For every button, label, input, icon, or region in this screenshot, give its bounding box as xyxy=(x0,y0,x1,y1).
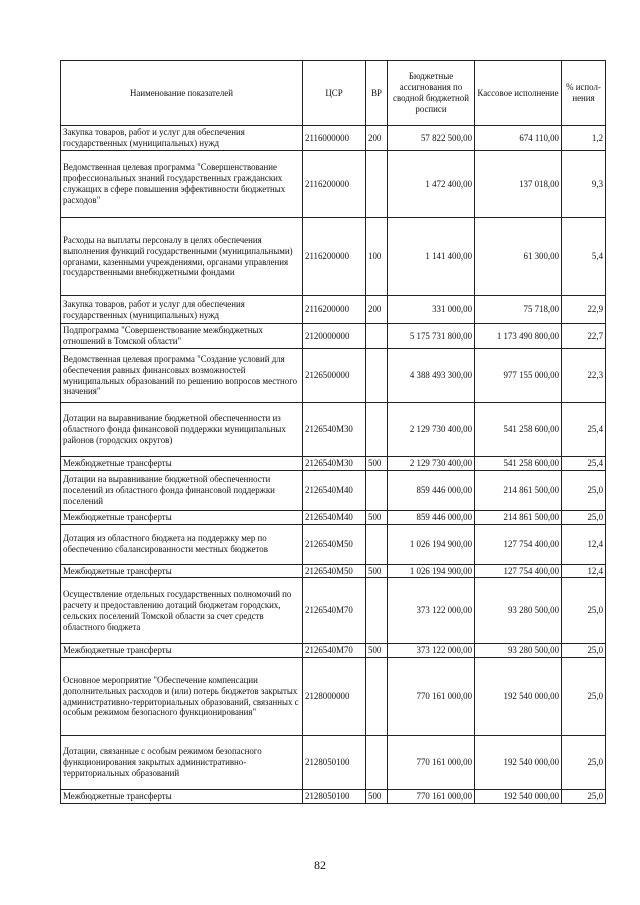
row-csr: 2126540М50 xyxy=(303,564,366,578)
row-cash: 61 300,00 xyxy=(475,218,562,296)
row-assigned: 1 026 194 900,00 xyxy=(388,564,475,578)
table-row xyxy=(61,564,606,578)
row-csr: 2126540М50 xyxy=(303,524,366,564)
row-name: Межбюджетные трансферты xyxy=(61,510,303,524)
table-row xyxy=(61,736,606,790)
row-name: Межбюджетные трансферты xyxy=(61,457,303,471)
row-cash: 1 173 490 800,00 xyxy=(475,324,562,349)
row-vr xyxy=(366,578,388,644)
row-percent: 25,0 xyxy=(562,790,606,804)
table-row xyxy=(61,218,606,296)
table-row xyxy=(61,296,606,324)
row-percent: 12,4 xyxy=(562,524,606,564)
row-percent: 22,7 xyxy=(562,324,606,349)
row-name: Дотации на выравнивание бюджетной обеспеченности из областного фонда финансовой поддержки муниципальных районов (городских округов) xyxy=(61,403,303,457)
row-percent: 25,4 xyxy=(562,403,606,457)
table-row xyxy=(61,126,606,151)
page-number: 82 xyxy=(314,858,326,872)
table-row xyxy=(61,349,606,403)
row-vr xyxy=(366,736,388,790)
row-assigned: 4 388 493 300,00 xyxy=(388,349,475,403)
row-assigned: 859 446 000,00 xyxy=(388,470,475,510)
row-cash: 93 280 500,00 xyxy=(475,644,562,658)
row-assigned: 5 175 731 800,00 xyxy=(388,324,475,349)
row-percent: 1,2 xyxy=(562,126,606,151)
row-csr: 2116200000 xyxy=(303,151,366,218)
row-assigned: 373 122 000,00 xyxy=(388,578,475,644)
row-vr xyxy=(366,524,388,564)
row-name: Подпрограмма "Совершенствование межбюджетных отношений в Томской области" xyxy=(61,324,303,349)
row-cash: 214 861 500,00 xyxy=(475,470,562,510)
row-vr xyxy=(366,324,388,349)
row-vr: 200 xyxy=(366,296,388,324)
table-row xyxy=(61,151,606,218)
row-name: Закупка товаров, работ и услуг для обеспечения государственных (муниципальных) нужд xyxy=(61,126,303,151)
row-vr xyxy=(366,403,388,457)
row-assigned: 1 026 194 900,00 xyxy=(388,524,475,564)
table-row xyxy=(61,470,606,510)
row-assigned: 770 161 000,00 xyxy=(388,658,475,736)
row-vr: 500 xyxy=(366,510,388,524)
row-assigned: 1 472 400,00 xyxy=(388,151,475,218)
header-name: Наименование показателей xyxy=(61,61,303,126)
row-percent: 25,0 xyxy=(562,658,606,736)
row-vr xyxy=(366,658,388,736)
header-percent: % испол-нения xyxy=(562,61,606,126)
header-assigned: Бюджетные ассигнования по сводной бюджетной росписи xyxy=(388,61,475,126)
table-row xyxy=(61,457,606,471)
row-name: Осуществление отдельных государственных полномочий по расчету и предоставлению дотаций бюджетам городских, сельских поселений Томской области за счет средств областного бюджета xyxy=(61,578,303,644)
row-cash: 541 258 600,00 xyxy=(475,403,562,457)
row-name: Дотации, связанные с особым режимом безопасного функционирования закрытых административно-территориальных образований xyxy=(61,736,303,790)
row-cash: 977 155 000,00 xyxy=(475,349,562,403)
row-cash: 93 280 500,00 xyxy=(475,578,562,644)
row-vr: 500 xyxy=(366,790,388,804)
row-name: Межбюджетные трансферты xyxy=(61,564,303,578)
table-row xyxy=(61,578,606,644)
row-csr: 2116200000 xyxy=(303,296,366,324)
row-cash: 137 018,00 xyxy=(475,151,562,218)
row-vr xyxy=(366,349,388,403)
row-percent: 25,0 xyxy=(562,470,606,510)
row-vr: 100 xyxy=(366,218,388,296)
row-cash: 127 754 400,00 xyxy=(475,564,562,578)
row-name: Межбюджетные трансферты xyxy=(61,644,303,658)
row-percent: 25,0 xyxy=(562,510,606,524)
row-vr: 500 xyxy=(366,564,388,578)
row-csr: 2128000000 xyxy=(303,658,366,736)
row-percent: 25,0 xyxy=(562,644,606,658)
table-row xyxy=(61,324,606,349)
row-vr: 200 xyxy=(366,126,388,151)
row-assigned: 770 161 000,00 xyxy=(388,736,475,790)
row-csr: 2116200000 xyxy=(303,218,366,296)
table-row xyxy=(61,510,606,524)
row-percent: 25,0 xyxy=(562,736,606,790)
row-name: Расходы на выплаты персоналу в целях обеспечения выполнения функций государственными (муниципальными) органами, казенными учреждениями, органами управления государственными внебюджетными фондами xyxy=(61,218,303,296)
row-assigned: 1 141 400,00 xyxy=(388,218,475,296)
row-csr: 2128050100 xyxy=(303,736,366,790)
row-csr: 2126540М30 xyxy=(303,457,366,471)
row-cash: 674 110,00 xyxy=(475,126,562,151)
row-assigned: 859 446 000,00 xyxy=(388,510,475,524)
row-cash: 214 861 500,00 xyxy=(475,510,562,524)
row-percent: 25,4 xyxy=(562,457,606,471)
row-cash: 75 718,00 xyxy=(475,296,562,324)
table-header-row xyxy=(61,61,606,126)
row-name: Закупка товаров, работ и услуг для обеспечения государственных (муниципальных) нужд xyxy=(61,296,303,324)
row-percent: 9,3 xyxy=(562,151,606,218)
table-row xyxy=(61,524,606,564)
row-csr: 2126540М40 xyxy=(303,510,366,524)
row-csr: 2126540М70 xyxy=(303,644,366,658)
row-assigned: 2 129 730 400,00 xyxy=(388,457,475,471)
row-cash: 541 258 600,00 xyxy=(475,457,562,471)
row-csr: 2126540М40 xyxy=(303,470,366,510)
row-csr: 2128050100 xyxy=(303,790,366,804)
row-percent: 22,3 xyxy=(562,349,606,403)
row-name: Ведомственная целевая программа "Совершенствование профессиональных знаний государственных гражданских служащих в сфере повышения эффективности бюджетных расходов" xyxy=(61,151,303,218)
row-percent: 5,4 xyxy=(562,218,606,296)
row-vr: 500 xyxy=(366,457,388,471)
row-cash: 192 540 000,00 xyxy=(475,736,562,790)
row-percent: 12,4 xyxy=(562,564,606,578)
row-name: Дотация из областного бюджета на поддержку мер по обеспечению сбалансированности местных бюджетов xyxy=(61,524,303,564)
row-csr: 2126500000 xyxy=(303,349,366,403)
row-assigned: 770 161 000,00 xyxy=(388,790,475,804)
header-vr: ВР xyxy=(366,61,388,126)
row-percent: 25,0 xyxy=(562,578,606,644)
row-cash: 127 754 400,00 xyxy=(475,524,562,564)
table-row xyxy=(61,790,606,804)
table-row xyxy=(61,658,606,736)
row-csr: 2116000000 xyxy=(303,126,366,151)
row-csr: 2120000000 xyxy=(303,324,366,349)
row-csr: 2126540М30 xyxy=(303,403,366,457)
row-assigned: 331 000,00 xyxy=(388,296,475,324)
row-cash: 192 540 000,00 xyxy=(475,658,562,736)
row-assigned: 373 122 000,00 xyxy=(388,644,475,658)
row-csr: 2126540М70 xyxy=(303,578,366,644)
row-vr: 500 xyxy=(366,644,388,658)
header-cash: Кассовое исполнение xyxy=(475,61,562,126)
table-row xyxy=(61,644,606,658)
row-cash: 192 540 000,00 xyxy=(475,790,562,804)
row-name: Дотации на выравнивание бюджетной обеспеченности поселений из областного фонда финансовой поддержки поселений xyxy=(61,470,303,510)
row-assigned: 57 822 500,00 xyxy=(388,126,475,151)
header-csr: ЦСР xyxy=(303,61,366,126)
row-name: Межбюджетные трансферты xyxy=(61,790,303,804)
budget-execution-table xyxy=(60,60,606,804)
table-row xyxy=(61,403,606,457)
row-vr xyxy=(366,470,388,510)
row-name: Ведомственная целевая программа "Создание условий для обеспечения равных финансовых возможностей муниципальных образований по решению вопросов местного значения" xyxy=(61,349,303,403)
row-assigned: 2 129 730 400,00 xyxy=(388,403,475,457)
row-percent: 22,9 xyxy=(562,296,606,324)
row-vr xyxy=(366,151,388,218)
row-name: Основное мероприятие "Обеспечение компенсации дополнительных расходов и (или) потерь бюджетов закрытых административно-территориальных образований, связанных с особым режимом безопасного функционирования" xyxy=(61,658,303,736)
